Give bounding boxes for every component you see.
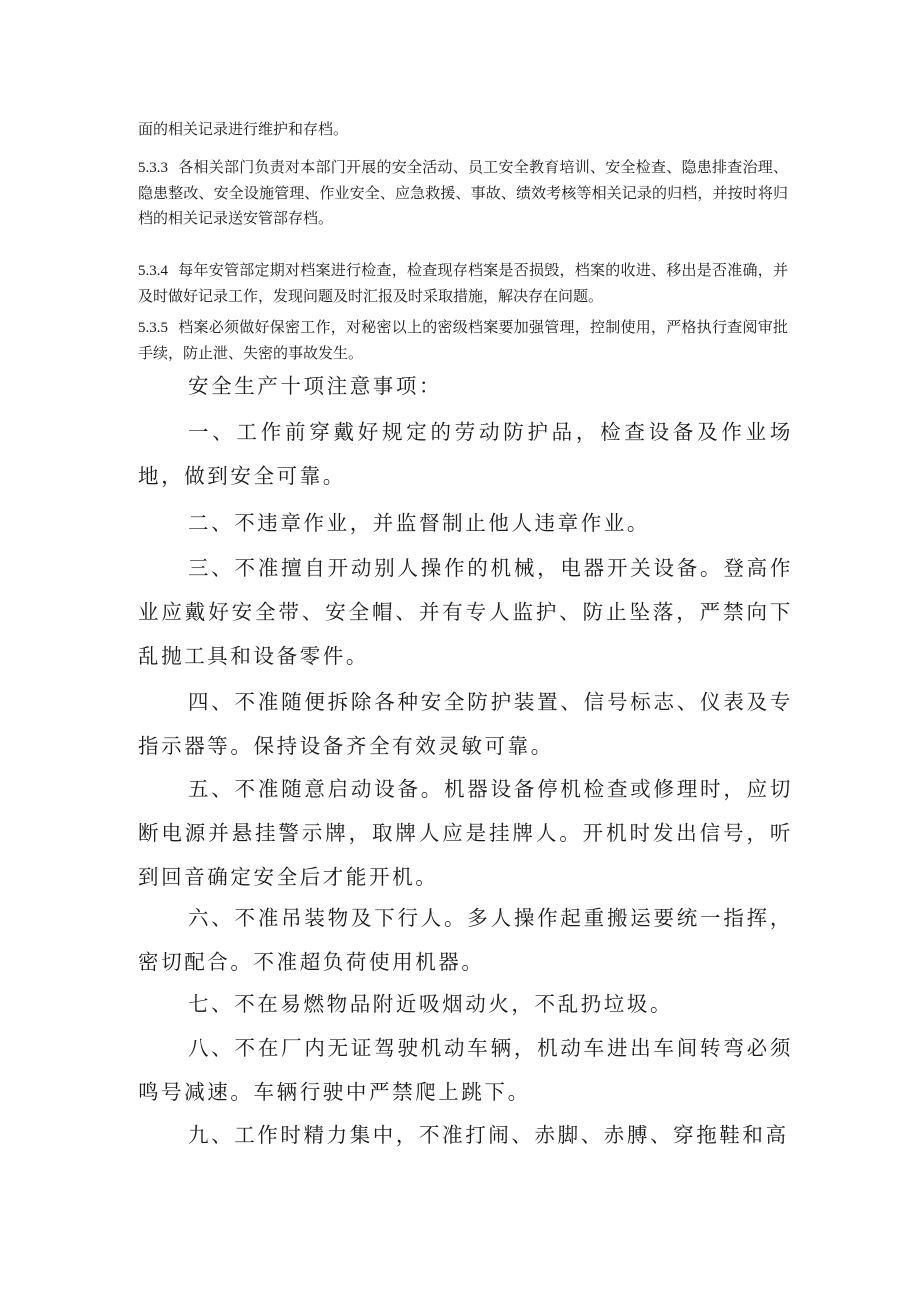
- notice-item-9: 九、工作时精力集中，不准打闹、赤脚、赤膊、穿拖鞋和高: [188, 1123, 789, 1147]
- notice-item-1: 一、工作前穿戴好规定的劳动防护品，检查设备及作业场地，做到安全可靠。: [138, 420, 793, 488]
- section-number: 5.3.4: [138, 263, 168, 279]
- notice-item-4: 四、不准随便拆除各种安全防护装置、信号标志、仪表及专指示器等。保持设备齐全有效灵敏可靠。: [138, 690, 793, 758]
- notice-item-8: 八、不在厂内无证驾驶机动车辆，机动车进出车间转弯必须鸣号减速。车辆行驶中严禁爬上跳下。: [138, 1036, 793, 1104]
- section-number: 5.3.3: [138, 160, 168, 176]
- paragraph-5-3-3: [138, 155, 788, 231]
- notice-item-5: 五、不准随意启动设备。机器设备停机检查或修理时，应切断电源并悬挂警示牌，取牌人应是挂牌人。开机时发出信号，听到回音确定安全后才能开机。: [138, 777, 793, 889]
- notice-item-6: 六、不准吊装物及下行人。多人操作起重搬运要统一指挥，密切配合。不准超负荷使用机器。: [138, 906, 793, 974]
- notice-item-7: 七、不在易燃物品附近吸烟动火，不乱扔垃圾。: [188, 992, 674, 1016]
- paragraph-text: 每年安管部定期对档案进行检查，检查现存档案是否损毁，档案的收进、移出是否准确，并及时做好记录工作，发现问题及时汇报及时采取措施，解决存在问题。: [138, 261, 788, 305]
- paragraph-5-3-5: [138, 315, 788, 366]
- section-number: 5.3.5: [138, 320, 168, 336]
- paragraph-5-3-2-tail: [138, 117, 788, 142]
- notice-title: 安全生产十项注意事项：: [188, 374, 443, 398]
- notice-item-3: 三、不准擅自开动别人操作的机械，电器开关设备。登高作业应戴好安全带、安全帽、并有专人监护、防止坠落，严禁向下乱抛工具和设备零件。: [138, 556, 793, 668]
- paragraph-5-3-4: [138, 258, 788, 309]
- paragraph-text: 各相关部门负责对本部门开展的安全活动、员工安全教育培训、安全检查、隐患排查治理、隐患整改、安全设施管理、作业安全、应急救援、事故、绩效考核等相关记录的归档，并按时将归档的相关记录送安管部存档。: [138, 158, 788, 227]
- paragraph-text: 档案必须做好保密工作，对秘密以上的密级档案要加强管理，控制使用，严格执行查阅审批手续，防止泄、失密的事故发生。: [138, 318, 788, 362]
- paragraph-text: 面的相关记录进行维护和存档。: [138, 120, 349, 138]
- notice-item-2: 二、不违章作业，并监督制止他人违章作业。: [188, 511, 650, 535]
